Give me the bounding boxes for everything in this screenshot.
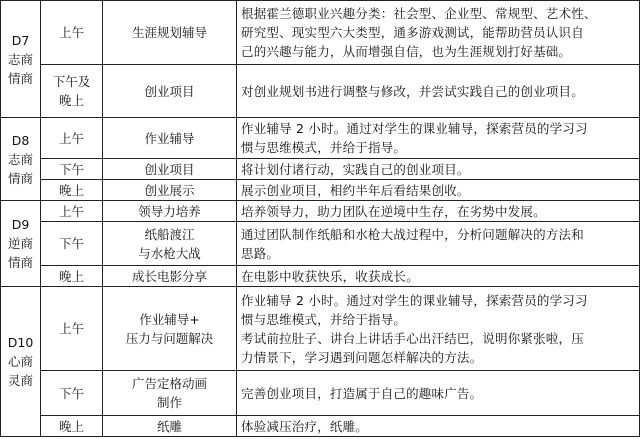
subject-cell: 成长电影分享 — [103, 266, 237, 287]
day-number: D7 — [11, 32, 30, 48]
day-cell — [1, 118, 41, 201]
table-row — [1, 416, 640, 437]
time-cell: 上午 — [41, 287, 103, 371]
time-cell: 下午 — [41, 159, 103, 180]
description-cell: 作业辅导 2 小时。通过对学生的课业辅导，探索营员的学习习 惯与思维模式，并给于指导。 — [237, 118, 640, 159]
description-cell: 体验减压治疗，纸雕。 — [237, 416, 640, 437]
day-number: D10 — [7, 335, 34, 350]
time-cell: 晚上 — [41, 266, 103, 287]
day-cell — [1, 1, 41, 118]
time-cell: 下午及 晚上 — [41, 65, 103, 118]
table-row — [1, 222, 640, 266]
subject-cell: 创业项目 — [103, 159, 237, 180]
subject-cell: 生涯规划辅导 — [103, 1, 237, 65]
time-cell: 上午 — [41, 201, 103, 222]
day-cell — [1, 287, 41, 437]
time-cell: 下午 — [41, 371, 103, 416]
day-quotient: 志商 — [7, 151, 33, 167]
subject-cell: 纸雕 — [103, 416, 237, 437]
time-cell: 上午 — [41, 118, 103, 159]
day-quotient: 情商 — [7, 255, 33, 270]
description-cell: 通过团队制作纸船和水枪大战过程中，分析问题解决的方法和 思路。 — [237, 222, 640, 266]
time-cell: 晚上 — [41, 180, 103, 201]
day-quotient: 情商 — [7, 170, 33, 186]
subject-cell: 领导力培养 — [103, 201, 237, 222]
day-quotient: 逆商 — [7, 236, 33, 251]
table-row — [1, 266, 640, 287]
description-cell: 培养领导力，助力团队在逆境中生存，在劣势中发展。 — [237, 201, 640, 222]
description-cell: 作业辅导 2 小时。通过对学生的课业辅导，探索营员的学习习 惯与思维模式，并给于指导。 考试前拉肚子、讲台上讲话手心出汗结巴，说明你紧张啦，压 力情景下，学习遇到问题怎样解决的方法。 — [237, 287, 640, 371]
table-row — [1, 180, 640, 201]
time-cell: 晚上 — [41, 416, 103, 437]
table-row — [1, 371, 640, 416]
subject-cell: 作业辅导 — [103, 118, 237, 159]
time-cell: 下午 — [41, 222, 103, 266]
day-cell — [1, 201, 41, 287]
subject-cell: 纸船渡江 与水枪大战 — [103, 222, 237, 266]
day-quotient: 心商 — [7, 354, 33, 369]
subject-cell: 创业项目 — [103, 65, 237, 118]
day-quotient: 灵商 — [7, 373, 33, 388]
table-row — [1, 287, 640, 371]
table-row — [1, 159, 640, 180]
subject-cell: 创业展示 — [103, 180, 237, 201]
description-cell: 在电影中收获快乐，收获成长。 — [237, 266, 640, 287]
table-row — [1, 65, 640, 118]
table-row — [1, 1, 640, 65]
description-cell: 对创业规划书进行调整与修改，并尝试实践自己的创业项目。 — [237, 65, 640, 118]
time-cell: 上午 — [41, 1, 103, 65]
day-quotient: 志商 — [7, 51, 33, 67]
table-row — [1, 201, 640, 222]
day-number: D9 — [11, 217, 30, 232]
day-number: D8 — [11, 132, 30, 148]
subject-cell: 广告定格动画 制作 — [103, 371, 237, 416]
description-cell: 将计划付诸行动，实践自己的创业项目。 — [237, 159, 640, 180]
subject-cell: 作业辅导+ 压力与问题解决 — [103, 287, 237, 371]
description-cell: 根据霍兰德职业兴趣分类：社会型、企业型、常规型、艺术性、 研究型、现实型六大类型，通多游戏测试，能帮助营员认识自 己的兴趣与能力，从而增强自信，也为生涯规划打好基础。 — [237, 1, 640, 65]
table-row — [1, 118, 640, 159]
day-quotient: 情商 — [7, 70, 33, 86]
description-cell: 展示创业项目，相约半年后看结果创收。 — [237, 180, 640, 201]
description-cell: 完善创业项目，打造属于自己的趣味广告。 — [237, 371, 640, 416]
